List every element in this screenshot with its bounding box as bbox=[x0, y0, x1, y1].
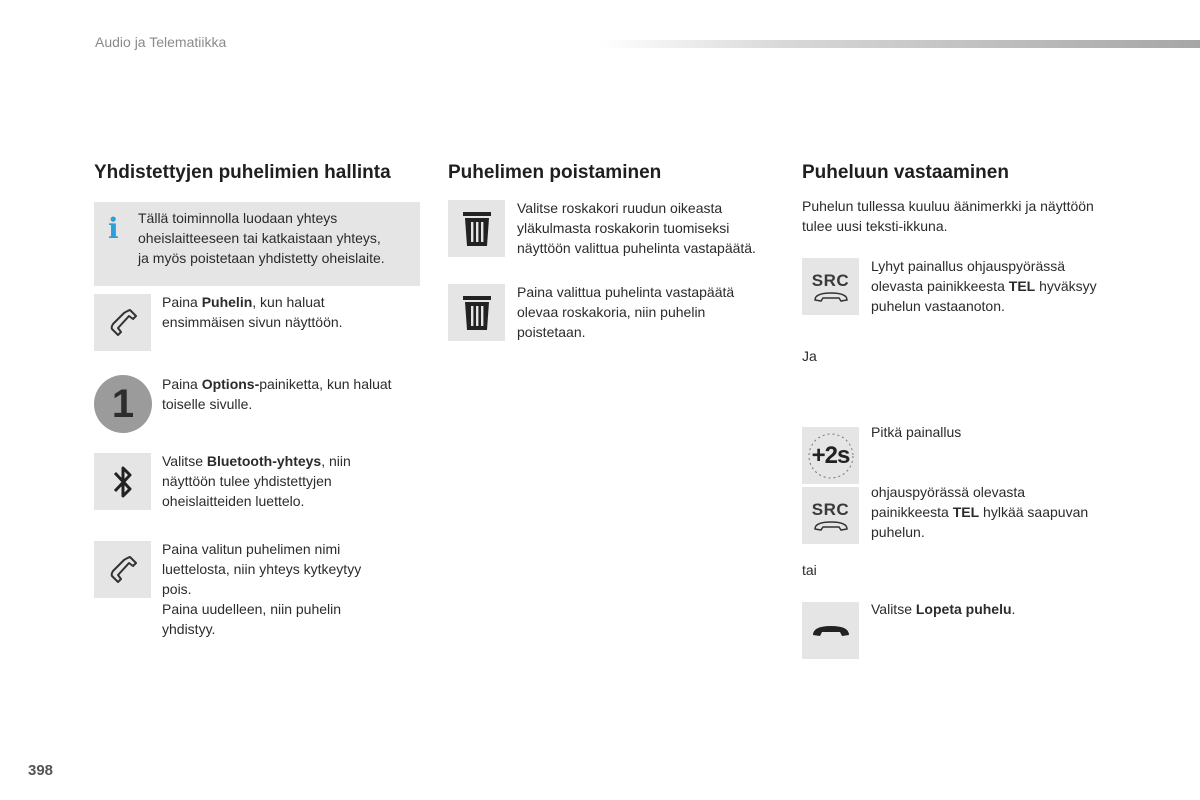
bluetooth-icon[interactable] bbox=[94, 453, 151, 510]
step-text-disconnect: Paina valitun puhelimen nimi luettelosta, niin yhteys kytkeytyy pois. Paina uudelleen, niin puhelin yhdistyy. bbox=[162, 541, 362, 637]
step-text-bluetooth: Valitse Bluetooth-yhteys, niin näyttöön tulee yhdistettyjen oheislaitteiden luettelo. bbox=[162, 453, 351, 509]
phone-handset-icon[interactable] bbox=[94, 541, 151, 598]
page-number: 398 bbox=[28, 762, 54, 779]
src-tel-button-icon[interactable] bbox=[802, 258, 859, 315]
info-icon: i bbox=[108, 212, 119, 245]
src-tel-button-icon[interactable] bbox=[802, 487, 859, 544]
delete-step-text-2: Paina valittua puhelinta vastapäätä olevaa roskakoria, niin puhelin poistetaan. bbox=[517, 284, 735, 340]
phone-icon bbox=[813, 520, 849, 532]
trash-icon[interactable] bbox=[448, 200, 505, 257]
column-answer-call bbox=[802, 160, 1142, 617]
info-text: Tällä toiminnolla luodaan yhteys oheislaitteeseen tai katkaistaan yhteys, ja myös poistetaan yhdistetty oheislaite. bbox=[138, 210, 385, 266]
src-label: SRC bbox=[811, 270, 850, 290]
heading-delete-phone: Puhelimen poistaminen bbox=[448, 162, 662, 183]
reject-text: ohjauspyörässä olevasta painikkeesta TEL hylkää saapuvan puhelun. bbox=[871, 484, 1089, 540]
heading-manage-phones: Yhdistettyjen puhelimien hallinta bbox=[94, 162, 391, 183]
long-press-text: Pitkä painallus bbox=[871, 424, 962, 440]
end-call-text: Valitse Lopeta puhelu. bbox=[871, 601, 1016, 617]
tai-text: tai bbox=[802, 562, 817, 578]
delete-step-text-1: Valitse roskakori ruudun oikeasta yläkulmasta roskakorin tuomiseksi näyttöön valittua puhelinta vastapäätä. bbox=[517, 200, 756, 256]
src-label: SRC bbox=[811, 499, 850, 519]
header-title: Audio ja Telematiikka bbox=[95, 34, 227, 50]
header-gradient-bar bbox=[600, 40, 1200, 48]
column-manage-phones bbox=[94, 160, 424, 637]
step-text-options: Paina Options-painiketta, kun haluat toiselle sivulle. bbox=[162, 376, 392, 412]
trash-icon[interactable] bbox=[448, 284, 505, 341]
heading-answer-call: Puheluun vastaaminen bbox=[802, 162, 1009, 183]
column-delete-phone bbox=[448, 160, 788, 340]
phone-handset-icon[interactable] bbox=[94, 294, 151, 351]
step-text-phone: Paina Puhelin, kun haluat ensimmäisen sivun näyttöön. bbox=[162, 294, 343, 330]
answer-intro-text: Puhelun tullessa kuuluu äänimerkki ja näyttöön tulee uusi teksti-ikkuna. bbox=[802, 198, 1094, 234]
step-number-badge: 1 bbox=[94, 375, 152, 433]
info-box bbox=[94, 202, 420, 286]
ja-text: Ja bbox=[802, 348, 817, 364]
plus-2-seconds-icon bbox=[802, 427, 859, 484]
short-press-text: Lyhyt painallus ohjauspyörässä olevasta painikkeesta TEL hyväksyy puhelun vastaanoton. bbox=[871, 258, 1097, 314]
end-call-icon[interactable] bbox=[802, 602, 859, 659]
phone-icon bbox=[813, 291, 849, 303]
plus-2s-label: +2s bbox=[811, 441, 850, 469]
